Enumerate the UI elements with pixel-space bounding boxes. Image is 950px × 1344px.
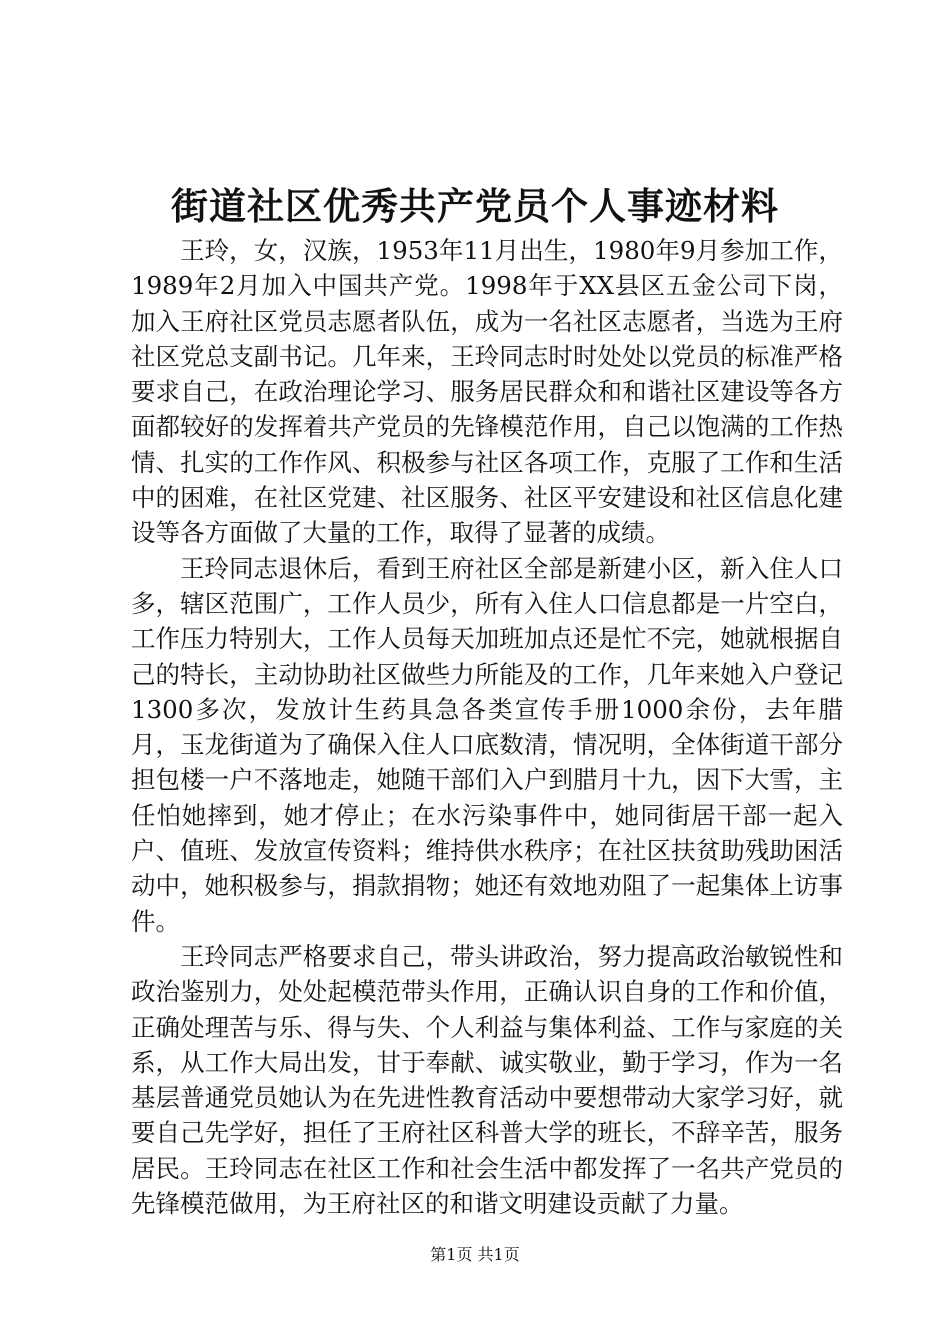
- paragraph-1: 王玲，女，汉族，1953年11月出生，1980年9月参加工作，1989年2月加入中国共产党。1998年于XX县区五金公司下岗，加入王府社区党员志愿者队伍，成为一名社区志愿者，当选为王府社区党总支副书记。几年来，王玲同志时时处处以党员的标准严格要求自己，在政治理论学习、服务居民群众和和谐社区建设等各方面都较好的发挥着共产党员的先锋模范作用，自己以饱满的工作热情、扎实的工作作风、积极参与社区各项工作，克服了工作和生活中的困难，在社区党建、社区服务、社区平安建设和社区信息化建设等各方面做了大量的工作，取得了显著的成绩。: [131, 236, 843, 548]
- document-body: [131, 233, 843, 1221]
- paragraph-3: 王玲同志严格要求自己，带头讲政治，努力提高政治敏锐性和政治鉴别力，处处起模范带头作用，正确认识自身的工作和价值，正确处理苦与乐、得与失、个人利益与集体利益、工作与家庭的关系，从工作大局出发，甘于奉献、诚实敬业，勤于学习，作为一名基层普通党员她认为在先进性教育活动中要想带动大家学习好，就要自己先学好，担任了王府社区科普大学的班长，不辞辛苦，服务居民。王玲同志在社区工作和社会生活中都发挥了一名共产党员的先锋模范做用，为王府社区的和谐文明建设贡献了力量。: [131, 941, 843, 1219]
- page-footer: 第1页 共1页: [430, 1245, 520, 1264]
- paragraph-2: 王玲同志退休后，看到王府社区全部是新建小区，新入住人口多，辖区范围广，工作人员少，所有入住人口信息都是一片空白，工作压力特别大，工作人员每天加班加点还是忙不完，她就根据自己的特长，主动协助社区做些力所能及的工作，几年来她入户登记1300多次，发放计生药具急各类宣传手册1000余份，去年腊月，玉龙街道为了确保入住人口底数清，情况明，全体街道干部分担包楼一户不落地走，她随干部们入户到腊月十九，因下大雪，主任怕她摔到，她才停止；在水污染事件中，她同街居干部一起入户、值班、发放宣传资料；维持供水秩序；在社区扶贫助残助困活动中，她积极参与，捐款捐物；她还有效地劝阻了一起集体上访事件。: [131, 553, 843, 936]
- document-title: 街道社区优秀共产党员个人事迹材料: [171, 184, 779, 228]
